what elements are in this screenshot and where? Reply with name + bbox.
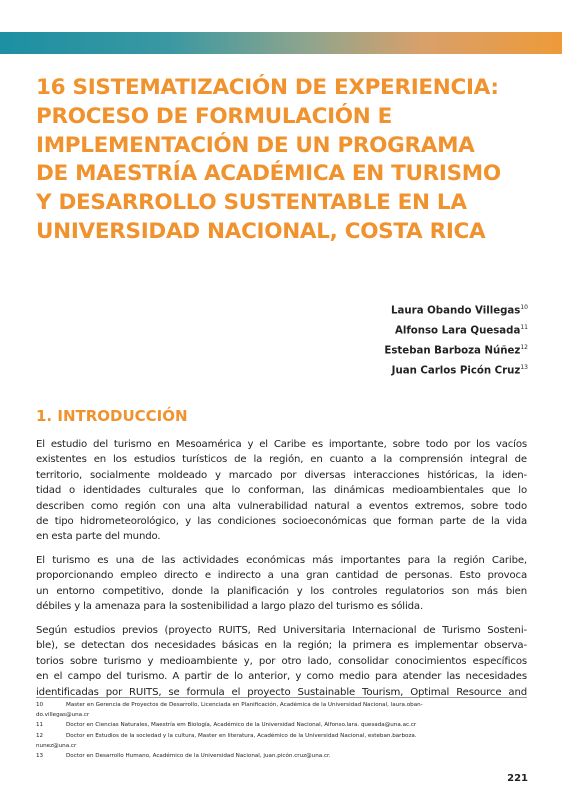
title-line: IMPLEMENTACIÓN DE UN PROGRAMA xyxy=(36,132,475,158)
page-number: 221 xyxy=(507,773,528,784)
title-line: 16 SISTEMATIZACIÓN DE EXPERIENCIA: xyxy=(36,75,499,100)
text-line: ble), se detectan dos necesidades básicas en la región; la primera es implementar observa- xyxy=(36,640,527,652)
title-line: Y DESARROLLO SUSTENTABLE EN LA xyxy=(36,190,467,216)
title-line: PROCESO DE FORMULACIÓN E xyxy=(36,103,393,129)
author xyxy=(384,358,528,378)
body-paragraph xyxy=(36,437,527,545)
text-line: débiles y la amenaza para la sostenibilidad a largo plazo del turismo es sólida. xyxy=(36,601,424,613)
footnote xyxy=(36,720,527,730)
text-line: torios sobre turismo y medioambiente y, por otro lado, consolidar conocimientos específicos xyxy=(36,655,527,667)
footnote-ref: 11 xyxy=(520,324,528,331)
footnote-text: Doctor en Desarrollo Humano, Académico de la Universidad Nacional, juan.picón.cruz@una.cr. xyxy=(66,753,331,760)
footnote-number: 10 xyxy=(36,702,44,708)
footnote xyxy=(36,700,527,710)
footnote-ref: 12 xyxy=(520,344,528,351)
footnote-ref: 10 xyxy=(520,304,528,311)
body-paragraph xyxy=(36,623,527,700)
text-line: proporcionando empleo directo e indirecto a una gran cantidad de personas. Esto provoca xyxy=(36,570,527,582)
footnote-continuation: nunez@una.cr xyxy=(36,742,77,749)
footnote-text: Master en Gerencia de Proyectos de Desarrollo, Licenciada en Planificación, Académica de la Universidad Nacional, laura.oban- xyxy=(66,702,423,708)
author-name: Laura Obando Villegas xyxy=(391,305,521,317)
text-line: El turismo es una de las actividades económicas más importantes para la región Caribe, xyxy=(36,555,527,566)
author xyxy=(384,338,528,358)
footnote xyxy=(36,731,527,741)
text-line: El estudio del turismo en Mesoamérica y el Caribe es importante, sobre todo por los vacíos xyxy=(36,439,527,450)
footnote-continuation: do.villegas@una.cr xyxy=(36,712,90,719)
footnote-text: Doctor en Ciencias Naturales, Maestría em Biología, Académico de la Universidad Nacional, Alfonso.lara. quesada@una.ac.cr xyxy=(66,722,417,729)
text-line: describen como región con una alta vulnerabilidad natural a eventos extremos, sobre todo xyxy=(36,500,527,512)
footnote-divider xyxy=(36,697,527,698)
text-line: en esta parte del mundo. xyxy=(36,531,161,543)
text-line: un entorno competitivo, donde la planificación y los controles regulatorios son más bien xyxy=(36,585,527,597)
author xyxy=(384,318,528,338)
text-line: Según estudios previos (proyecto RUITS, Red Universitaria Internacional de Turismo Sosteni- xyxy=(36,625,527,636)
chapter-title xyxy=(36,74,536,247)
text-line: tidad o identidades culturales que lo conforman, las dinámicas medioambientales que lo xyxy=(36,485,527,497)
text-line: en el campo del turismo. A partir de lo anterior, y como medio para atender las necesidades xyxy=(36,671,527,683)
author xyxy=(384,298,528,318)
text-line: territorio, socialmente moldeado y marcado por diversas interacciones históricas, la iden- xyxy=(36,469,527,481)
author-name: Alfonso Lara Quesada xyxy=(394,325,521,337)
footnote-ref: 13 xyxy=(520,364,528,371)
footnote-number: 12 xyxy=(36,732,44,739)
footnote-number: 11 xyxy=(36,722,44,729)
body-paragraph xyxy=(36,553,527,615)
footnote xyxy=(36,751,527,761)
author-name: Juan Carlos Picón Cruz xyxy=(391,365,521,377)
header-color-bar xyxy=(0,32,562,54)
author-name: Esteban Barboza Núñez xyxy=(384,345,521,357)
text-line: existentes en los estudios turísticos de la región, en cuanto a la comprensión integral de xyxy=(36,454,527,466)
author-list xyxy=(384,298,528,378)
section-heading: 1. INTRODUCCIÓN xyxy=(36,407,188,425)
text-line: de tipo hidrometeorológico, y las condiciones socioeconómicas que forman parte de la vida xyxy=(36,516,527,528)
footnote-number: 13 xyxy=(36,753,44,760)
title-line: DE MAESTRÍA ACADÉMICA EN TURISMO xyxy=(36,161,501,187)
footnotes xyxy=(36,700,527,761)
text-line: identificadas por RUITS, se formula el proyecto Sustainable Tourism, Optimal Resource and xyxy=(36,686,527,698)
title-line: UNIVERSIDAD NACIONAL, COSTA RICA xyxy=(36,218,486,244)
footnote-text: Doctor en Estudios de la sociedad y la cultura, Master en literatura, Académico de la Universidad Nacional, esteban.barboza. xyxy=(66,732,417,739)
